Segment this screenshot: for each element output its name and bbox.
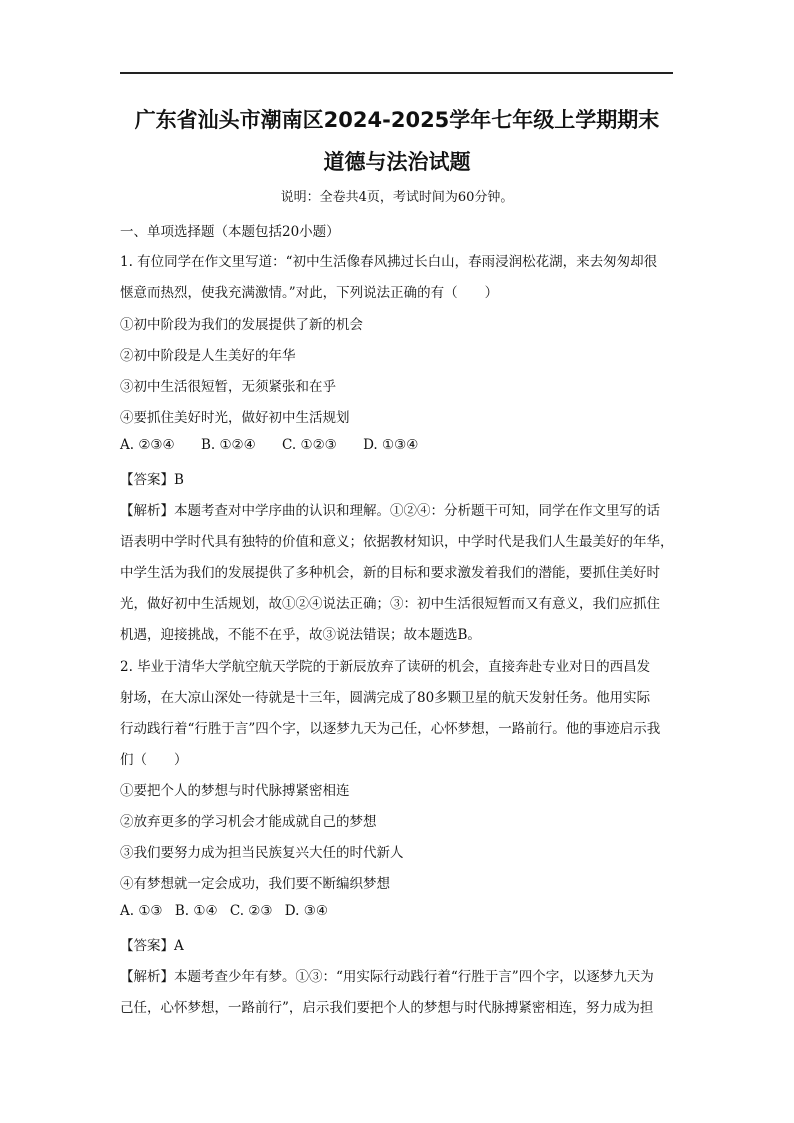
q2-option-b: B. ①④	[174, 903, 218, 919]
q2-option-a: A. ①③	[120, 903, 163, 919]
q1-stem-line2: 惬意而热烈，使我充满激情。”对此，下列说法正确的有（ ）	[120, 285, 499, 301]
q2-options	[120, 903, 680, 919]
q1-option-b: B. ①②④	[200, 437, 256, 453]
q2-analysis-line2: 己任，心怀梦想，一路前行”，启示我们要把个人的梦想与时代脉搏紧密相连，努力成为担	[120, 1000, 654, 1016]
q2-stem-line4: 们（ ）	[120, 752, 188, 768]
q1-option-c: C. ①②③	[282, 437, 337, 453]
q1-analysis-line3: 中学生活为我们的发展提供了多种机会，新的目标和要求激发着我们的潜能，要抓住美好时	[120, 565, 660, 581]
q2-item-2: ②放弃更多的学习机会才能成就自己的梦想	[120, 814, 377, 830]
q2-item-4: ④有梦想就一定会成功，我们要不断编织梦想	[120, 876, 390, 892]
exam-note: 说明：全卷共4页，考试时间为60分钟。	[280, 190, 514, 205]
q1-options	[120, 437, 680, 453]
q2-answer: 【答案】A	[120, 938, 184, 954]
q1-item-1: ①初中阶段为我们的发展提供了新的机会	[120, 317, 363, 333]
q2-stem-line1: 2. 毕业于清华大学航空航天学院的于新辰放弃了读研的机会，直接奔赴专业对日的西昌发	[120, 659, 651, 675]
header-rule	[120, 72, 673, 74]
document-title-line1: 广东省汕头市潮南区2024-2025学年七年级上学期期末	[134, 108, 660, 132]
q2-stem-line2: 射场，在大凉山深处一待就是十三年，圆满完成了80多颗卫星的航天发射任务。他用实际	[120, 690, 651, 706]
q1-option-a: A. ②③④	[120, 437, 175, 453]
q2-item-1: ①要把个人的梦想与时代脉搏紧密相连	[120, 783, 350, 799]
q1-answer: 【答案】B	[120, 472, 184, 488]
q1-stem-line1: 1. 有位同学在作文里写道：“初中生活像春风拂过长白山，春雨浸润松花湖，来去匆匆却很	[120, 254, 658, 270]
q1-item-2: ②初中阶段是人生美好的年华	[120, 348, 296, 364]
q2-stem-line3: 行动践行着“行胜于言”四个字，以逐梦九天为己任，心怀梦想，一路前行。他的事迹启示我	[120, 721, 661, 737]
document-title-line2: 道德与法治试题	[323, 150, 471, 174]
q1-analysis-line4: 光，做好初中生活规划，故①②④说法正确；③：初中生活很短暂而又有意义，我们应抓住	[120, 596, 660, 612]
q1-analysis-line2: 语表明中学时代具有独特的价值和意义；依据教材知识，中学时代是我们人生最美好的年华，	[120, 534, 674, 550]
q1-item-4: ④要抓住美好时光，做好初中生活规划	[120, 410, 350, 426]
q2-option-c: C. ②③	[229, 903, 273, 919]
q1-analysis-line5: 机遇，迎接挑战，不能不在乎，故③说法错误；故本题选B。	[120, 627, 481, 643]
q2-item-3: ③我们要努力成为担当民族复兴大任的时代新人	[120, 845, 404, 861]
q2-analysis-line1: 【解析】本题考查少年有梦。①③：“用实际行动践行着“行胜于言”四个字，以逐梦九天为	[120, 969, 654, 985]
q2-option-d: D. ③④	[284, 903, 328, 919]
section-heading: 一、单项选择题（本题包括20小题）	[120, 224, 340, 240]
q1-item-3: ③初中生活很短暂，无须紧张和在乎	[120, 379, 336, 395]
q1-analysis-line1: 【解析】本题考查对中学序曲的认识和理解。①②④：分析题干可知，同学在作文里写的话	[120, 503, 660, 519]
q1-option-d: D. ①③④	[363, 437, 419, 453]
